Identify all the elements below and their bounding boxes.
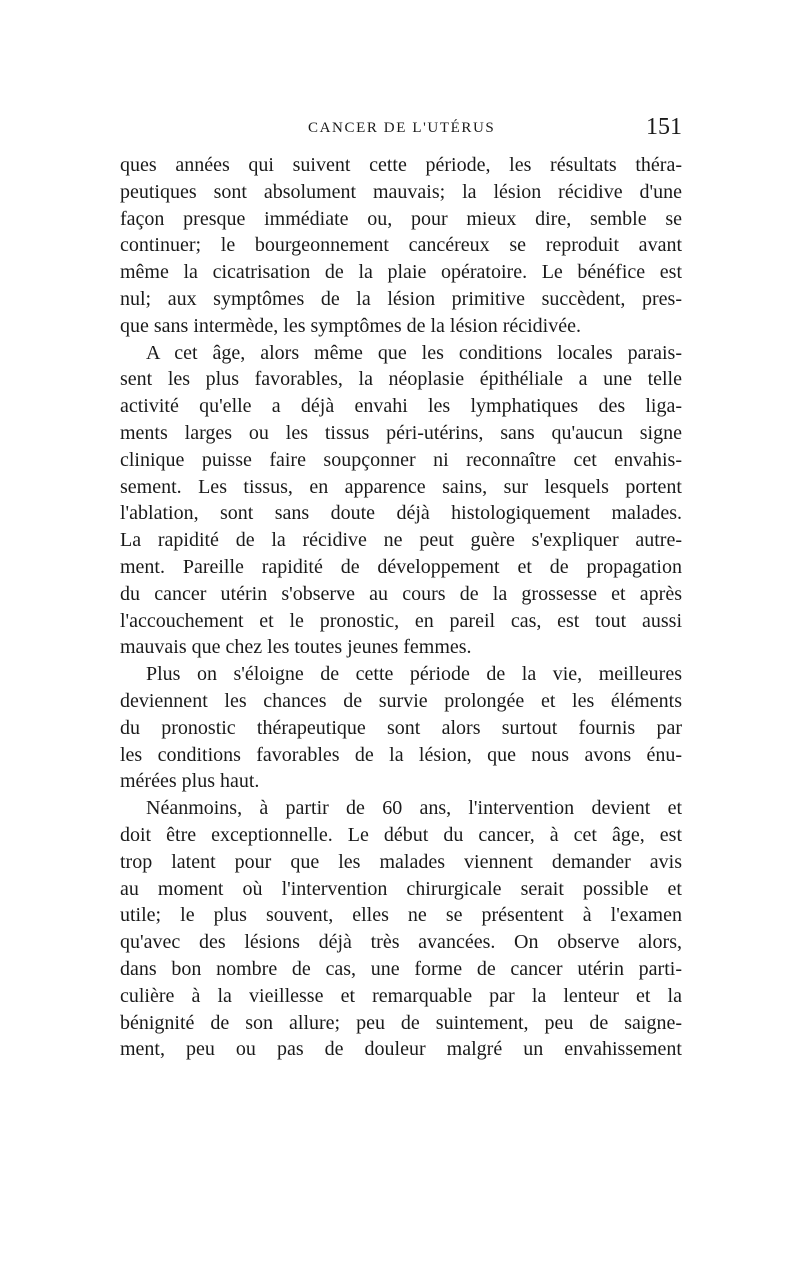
text-line: continuer; le bourgeonnement cancéreux se reproduit avant bbox=[120, 234, 682, 257]
text-line: bénignité de son allure; peu de suintement, peu de saigne- bbox=[120, 1011, 682, 1034]
text-line: du pronostic thérapeutique sont alors surtout fournis par bbox=[120, 716, 682, 739]
text-line: sent les plus favorables, la néoplasie épithéliale a une telle bbox=[120, 368, 682, 391]
body-text bbox=[120, 152, 682, 1063]
text-line: doit être exceptionnelle. Le début du cancer, à cet âge, est bbox=[120, 823, 682, 846]
text-line: deviennent les chances de survie prolongée et les éléments bbox=[120, 689, 682, 712]
text-line: nul; aux symptômes de la lésion primitive succèdent, pres- bbox=[120, 287, 682, 310]
text-line: mérées plus haut. bbox=[120, 770, 260, 793]
text-line: ment, peu ou pas de douleur malgré un envahissement bbox=[120, 1038, 682, 1061]
text-line: l'ablation, sont sans doute déjà histologiquement malades. bbox=[120, 502, 682, 525]
text-line: sement. Les tissus, en apparence sains, sur lesquels portent bbox=[120, 475, 682, 498]
text-line: du cancer utérin s'observe au cours de la grossesse et après bbox=[120, 582, 682, 605]
text-line: La rapidité de la récidive ne peut guère s'expliquer autre- bbox=[120, 529, 682, 552]
text-line: dans bon nombre de cas, une forme de cancer utérin parti- bbox=[120, 957, 682, 980]
running-title: CANCER DE L'UTÉRUS bbox=[308, 120, 496, 136]
text-line: les conditions favorables de la lésion, que nous avons énu- bbox=[120, 743, 682, 766]
text-line: A cet âge, alors même que les conditions locales parais- bbox=[146, 341, 682, 364]
text-line: mauvais que chez les toutes jeunes femmes. bbox=[120, 636, 472, 659]
text-line: ments larges ou les tissus péri-utérins, sans qu'aucun signe bbox=[120, 421, 682, 444]
text-line: trop latent pour que les malades viennent demander avis bbox=[120, 850, 682, 873]
page-number: 151 bbox=[646, 114, 682, 140]
text-line: ques années qui suivent cette période, les résultats théra- bbox=[120, 154, 682, 176]
text-line: même la cicatrisation de la plaie opératoire. Le bénéfice est bbox=[120, 261, 682, 284]
text-line: activité qu'elle a déjà envahi les lymphatiques des liga- bbox=[120, 395, 682, 418]
text-line: utile; le plus souvent, elles ne se présentent à l'examen bbox=[120, 904, 682, 927]
text-line: l'accouchement et le pronostic, en pareil cas, est tout aussi bbox=[120, 609, 682, 632]
text-line: qu'avec des lésions déjà très avancées. On observe alors, bbox=[120, 931, 682, 954]
text-line: Néanmoins, à partir de 60 ans, l'intervention devient et bbox=[146, 797, 682, 820]
running-head bbox=[120, 114, 682, 144]
text-line: culière à la vieillesse et remarquable par la lenteur et la bbox=[120, 984, 682, 1007]
text-line: Plus on s'éloigne de cette période de la vie, meilleures bbox=[146, 663, 682, 686]
text-line: au moment où l'intervention chirurgicale serait possible et bbox=[120, 877, 682, 900]
text-line: ment. Pareille rapidité de développement et de propagation bbox=[120, 555, 682, 578]
text-line: peutiques sont absolument mauvais; la lésion récidive d'une bbox=[120, 180, 682, 203]
text-line: façon presque immédiate ou, pour mieux dire, semble se bbox=[120, 207, 682, 230]
text-line: clinique puisse faire soupçonner ni reconnaître cet envahis- bbox=[120, 448, 682, 471]
text-line: que sans intermède, les symptômes de la lésion récidivée. bbox=[120, 314, 581, 337]
